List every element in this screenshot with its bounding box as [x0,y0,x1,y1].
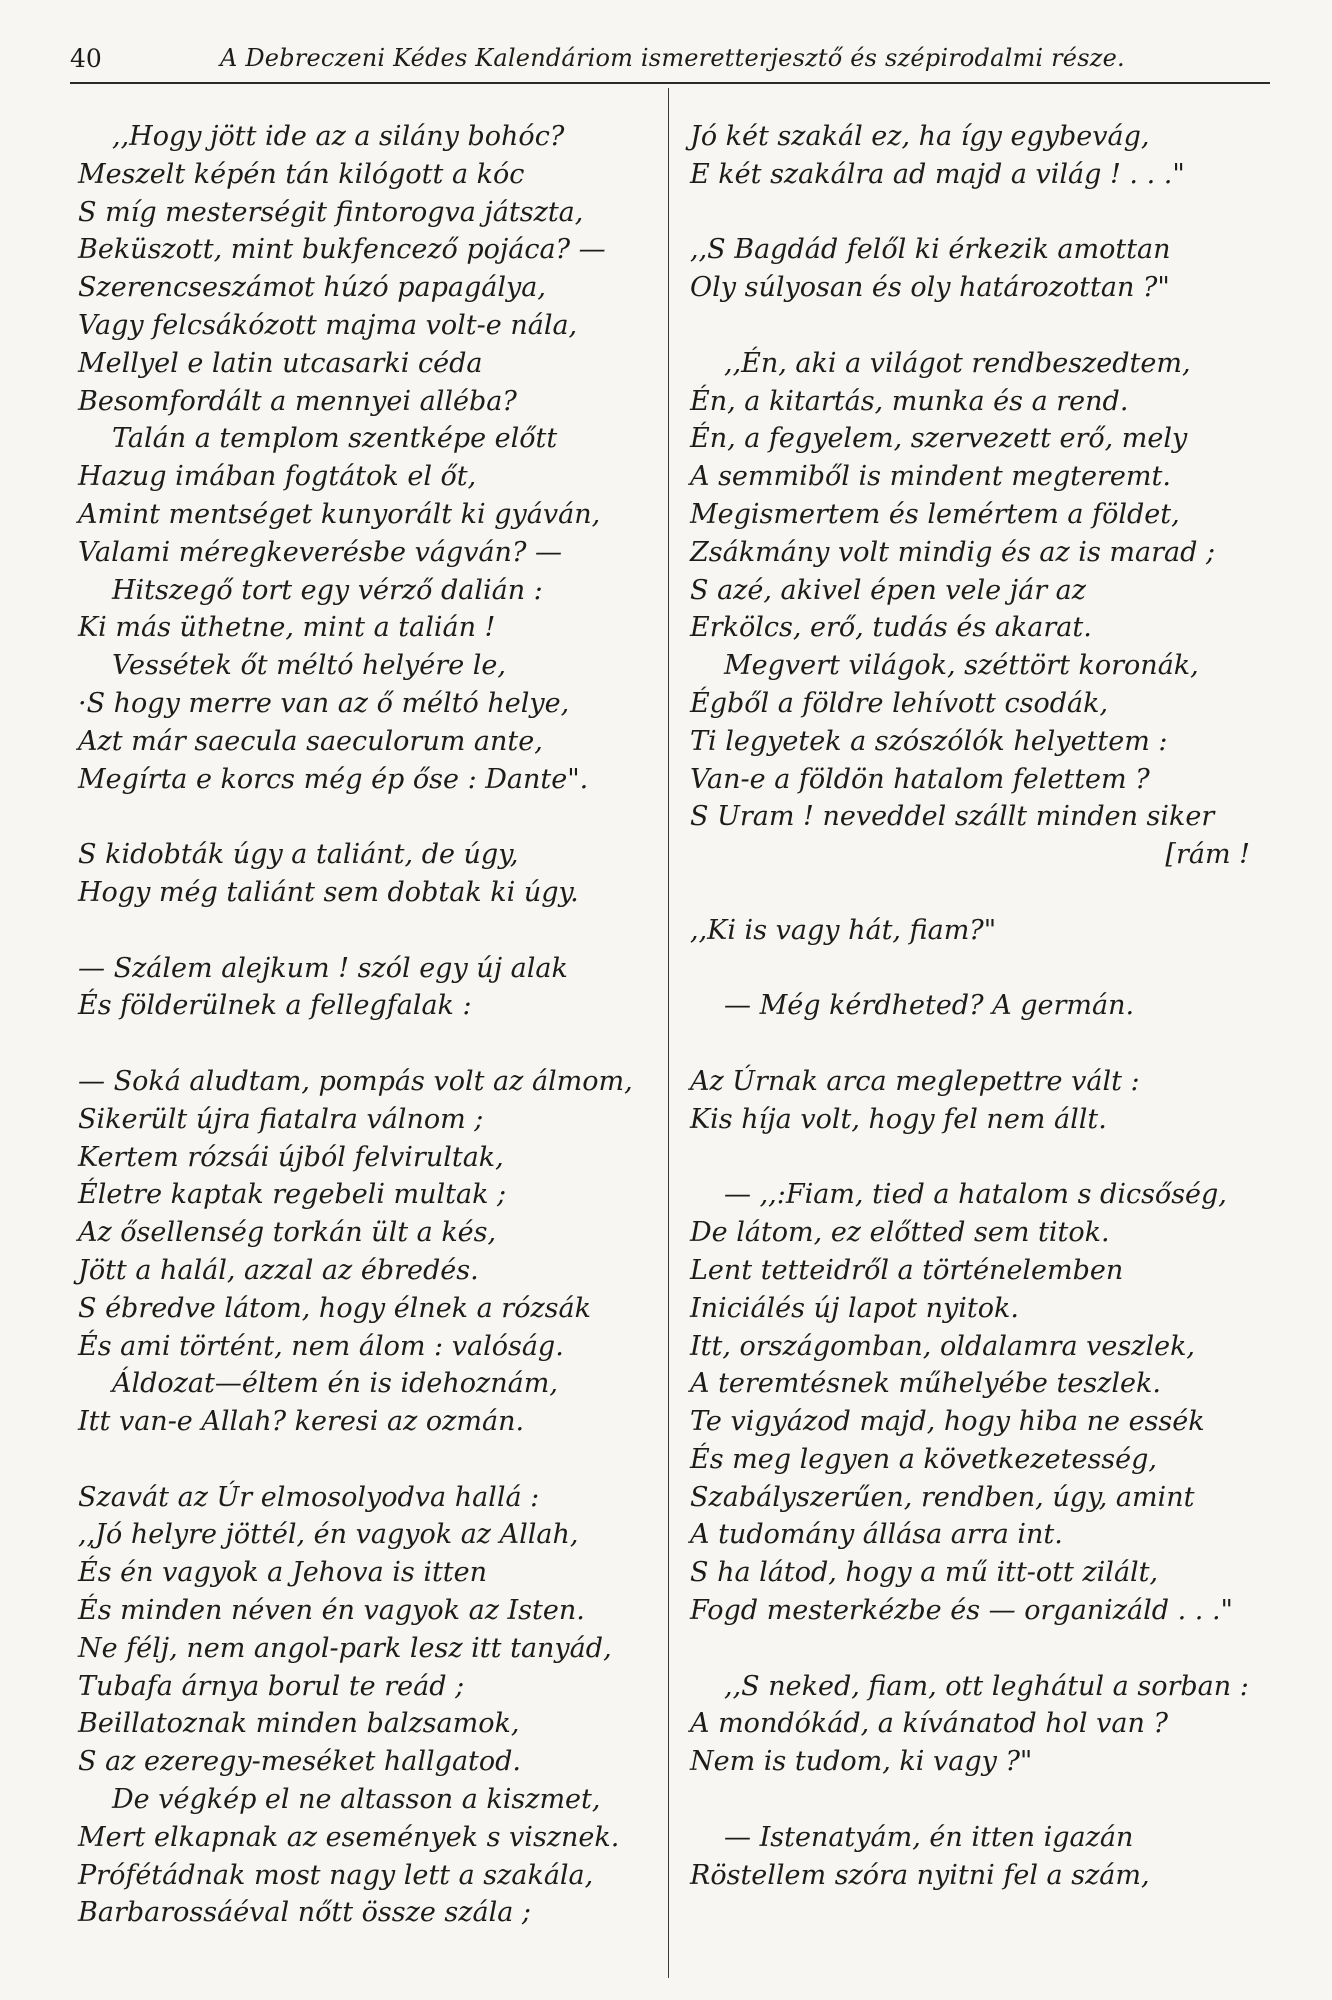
stanza-gap [78,1441,660,1479]
poem-line: És én vagyok a Jehova is itten [78,1557,488,1589]
poem-line: Talán a templom szentképe előtt [112,423,558,455]
poem-line: Én, a kitartás, munka és a rend. [690,385,1129,417]
poem-line: ,,Én, aki a világot rendbeszedtem, [724,347,1191,379]
poem-line: Megírta e korcs még ép őse : Dante". [78,763,589,795]
poem-line: E két szakálra ad majd a világ ! . . ." [690,158,1185,190]
stanza-gap [690,1781,1280,1819]
poem-line: Szavát az Úr elmosolyodva hallá : [78,1481,540,1513]
poem-line: Kertem rózsái újból felvirultak, [78,1141,504,1173]
poem-line: ,,Jó helyre jöttél, én vagyok az Allah, [78,1519,579,1551]
stanza-gap [78,1025,660,1063]
poem-line: A tudomány állása arra int. [690,1519,1063,1551]
poem-line: Iniciálés új lapot nyitok. [690,1292,1019,1324]
poem-line: S ha látod, hogy a mű itt-ott zilált, [690,1557,1159,1589]
poem-line: Röstellem szóra nyitni fel a szám, [690,1859,1150,1891]
poem-line: S az ezeregy-meséket hallgatod. [78,1746,522,1778]
poem-line: Életre kaptak regebeli multak ; [78,1179,507,1211]
poem-line: — Soká aludtam, pompás volt az álmom, [78,1065,633,1097]
stanza-gap [690,1630,1280,1668]
poem-line: S ébredve látom, hogy élnek a rózsák [78,1292,591,1324]
poem-line: És minden néven én vagyok az Isten. [78,1595,585,1627]
page-number: 40 [70,44,102,73]
poem-line: Zsákmány volt mindig és az is marad ; [690,536,1216,568]
poem-line: A mondókád, a kívánatod hol van ? [690,1708,1168,1740]
poem-line: ,,Hogy jött ide az a silány bohóc? [112,121,565,152]
poem-line: Itt van-e Allah? keresi az ozmán. [78,1406,525,1438]
poem-line: Szerencseszámot húzó papagálya, [78,272,546,304]
poem-line: ,,S neked, fiam, ott leghátul a sorban : [724,1670,1249,1702]
poem-line: ,,Ki is vagy hát, fiam?" [690,914,997,946]
poem-line: Jött a halál, azzal az ébredés. [78,1254,479,1286]
poem-line: [rám ! [1165,839,1250,871]
poem-line: És ami történt, nem álom : valóság. [78,1330,564,1362]
poem-line: Te vigyázod majd, hogy hiba ne essék [690,1406,1205,1438]
poem-line: Az Úrnak arca meglepettre vált : [690,1065,1140,1097]
poem-line: Megismertem és lemértem a földet, [690,498,1180,530]
poem-line: Hazug imában fogtátok el őt, [78,461,477,493]
poem-line: Fogd mesterkézbe és — organizáld . . ." [690,1595,1233,1627]
stanza-gap [690,874,1280,912]
poem-line: Ne félj, nem angol-park lesz itt tanyád, [78,1632,612,1664]
stanza-gap [78,912,660,950]
poem-line: — Szálem alejkum ! szól egy új alak [78,952,568,984]
stanza-gap [690,307,1280,345]
poem-line: Amint mentséget kunyorált ki gyáván, [78,498,601,530]
header-rule [70,82,1270,84]
poem-line: Oly súlyosan és oly határozottan ?" [690,272,1170,304]
poem-line: S kidobták úgy a taliánt, de úgy, [78,839,519,871]
poem-line: De látom, ez előtted sem titok. [690,1217,1110,1249]
poem-line: És meg legyen a következetesség, [690,1443,1158,1475]
column-divider [668,88,669,1978]
poem-line: Azt már saecula saeculorum ante, [78,725,543,757]
stanza-gap [690,1025,1280,1063]
poem-line: Besomfordált a mennyei alléba? [78,385,517,417]
poem-line: Meszelt képén tán kilógott a kóc [78,158,525,190]
running-title: A Debreczeni Kédes Kalendáriom ismeretterjesztő és szépirodalmi része. [220,44,1125,72]
poem-line: Vagy felcsákózott majma volt-e nála, [78,309,578,341]
poem-line: Én, a fegyelem, szervezett erő, mely [690,423,1188,455]
poem-line: A semmiből is mindent megteremt. [690,461,1171,493]
poem-line: Szabályszerűen, rendben, úgy, amint [690,1481,1195,1513]
poem-line: Itt, országomban, oldalamra veszlek, [690,1330,1196,1362]
poem-line: Mellyel e latin utcasarki céda [78,347,483,379]
poem-line: Hogy még taliánt sem dobtak ki úgy. [78,876,579,908]
poem-line: S azé, akivel épen vele jár az [690,574,1087,606]
poem-line: — ,,:Fiam, tied a hatalom s dicsőség, [724,1179,1227,1211]
stanza-gap [78,798,660,836]
poem-line: Hitszegő tort egy vérző dalián : [112,574,543,606]
poem-line: Lent tetteidről a történelemben [690,1254,1124,1286]
left-column [78,118,660,1932]
poem-line: Az ősellenség torkán ült a kés, [78,1217,497,1249]
poem-line: Prófétádnak most nagy lett a szakála, [78,1859,594,1891]
poem-line: És földerülnek a fellegfalak : [78,990,472,1022]
poem-line: Megvert világok, széttört koronák, [724,650,1199,682]
poem-line: Vessétek őt méltó helyére le, [112,650,506,682]
poem-line: Ti legyetek a szószólók helyettem : [690,725,1168,757]
poem-line: Sikerült újra fiatalra válnom ; [78,1103,484,1135]
poem-line: S Uram ! neveddel szállt minden siker [690,801,1215,833]
poem-line: Áldozat—éltem én is idehoznám, [112,1368,558,1400]
poem-line: Jó két szakál ez, ha így egybevág, [690,121,1150,152]
poem-line: Nem is tudom, ki vagy ?" [690,1746,1033,1778]
running-header [70,38,1270,82]
poem-line: Barbarossáéval nőtt össze szála ; [78,1897,532,1929]
poem-line: S míg mesterségit fintorogva játszta, [78,196,584,228]
poem-line: ·S hogy merre van az ő méltó helye, [78,687,570,719]
right-column [690,118,1280,1894]
stanza-gap [690,950,1280,988]
stanza-gap [690,1139,1280,1177]
poem-line: Égből a földre lehívott csodák, [690,687,1109,719]
poem-line: Ki más üthetne, mint a talián ! [78,612,496,644]
poem-line: Mert elkapnak az események s visznek. [78,1821,620,1853]
poem-line: Van-e a földön hatalom felettem ? [690,763,1150,795]
poem-line: Beillatoznak minden balzsamok, [78,1708,520,1740]
poem-line: Beküszott, mint bukfencező pojáca? — [78,234,606,266]
poem-line: Valami méregkeverésbe vágván? — [78,536,563,568]
poem-line: A teremtésnek műhelyébe teszlek. [690,1368,1161,1400]
poem-line: Erkölcs, erő, tudás és akarat. [690,612,1092,644]
poem-line: Tubafa árnya borul te reád ; [78,1670,465,1702]
poem-line: Kis híja volt, hogy fel nem állt. [690,1103,1107,1135]
poem-line: — Istenatyám, én itten igazán [724,1821,1134,1853]
poem-line: ,,S Bagdád felől ki érkezik amottan [690,234,1171,266]
poem-line: — Még kérdheted? A germán. [724,990,1135,1022]
stanza-gap [690,194,1280,232]
poem-line: De végkép el ne altasson a kiszmet, [112,1784,601,1816]
